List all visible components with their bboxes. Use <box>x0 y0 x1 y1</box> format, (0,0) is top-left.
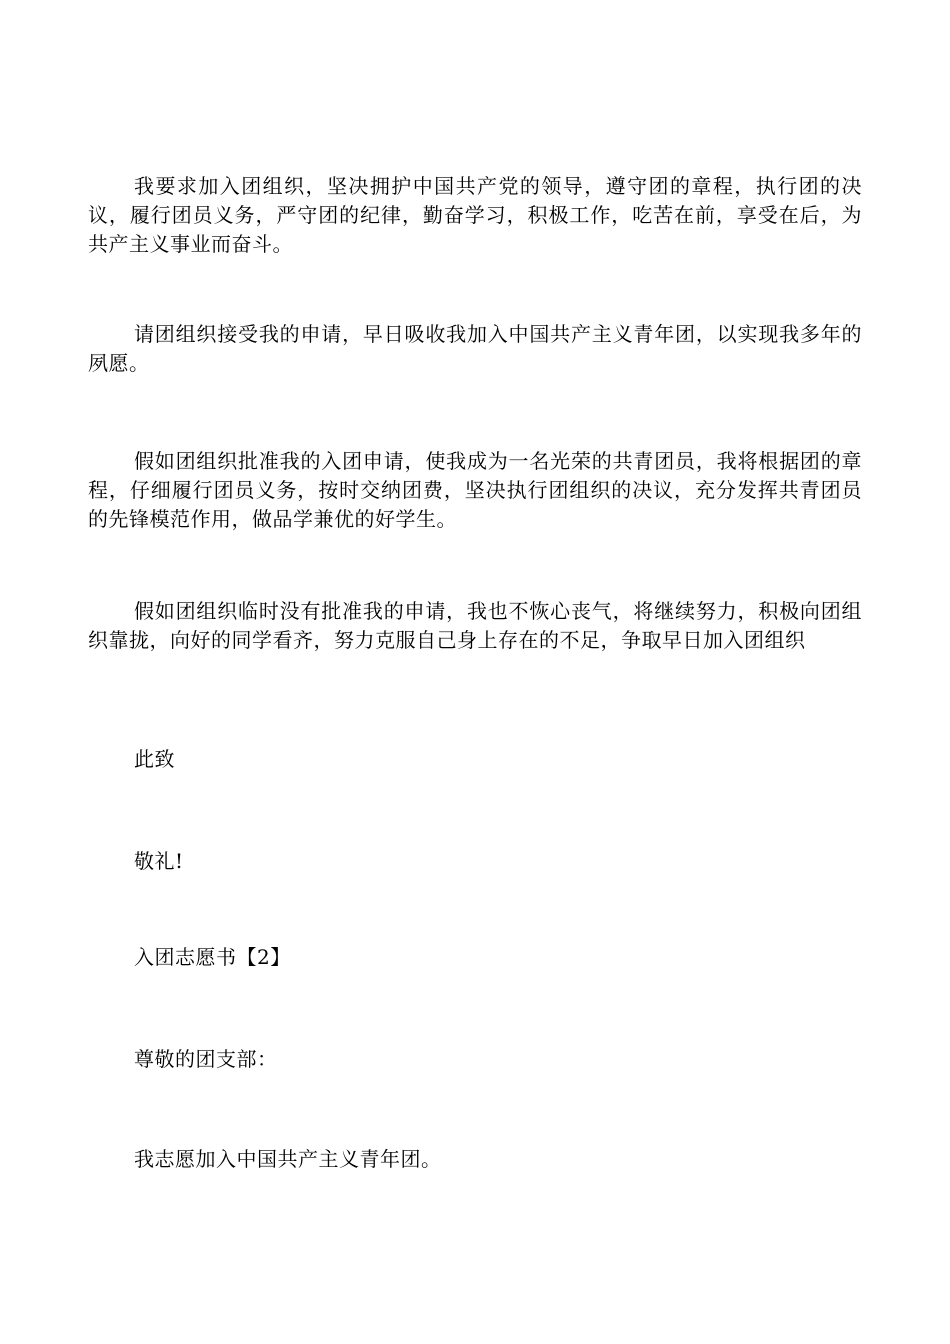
paragraph-3: 假如团组织批准我的入团申请，使我成为一名光荣的共青团员，我将根据团的章程，仔细履行团员义务，按时交纳团费，坚决执行团组织的决议，充分发挥共青团员的先锋模范作用，做品学兼优的好学生。 <box>88 449 862 531</box>
greeting-text: 尊敬的团支部： <box>134 1047 278 1071</box>
salute-text: 敬礼! <box>134 849 184 873</box>
paragraph-4: 假如团组织临时没有批准我的申请，我也不恢心丧气，将继续努力，积极向团组织靠拢，向好的同学看齐，努力克服自己身上存在的不足，争取早日加入团组织 <box>88 599 862 652</box>
paragraph-2: 请团组织接受我的申请，早日吸收我加入中国共产主义青年团，以实现我多年的夙愿。 <box>88 322 862 375</box>
closing-text: 此致 <box>134 747 175 771</box>
section-title: 入团志愿书【2】 <box>134 945 291 969</box>
paragraph-1: 我要求加入团组织，坚决拥护中国共产党的领导，遵守团的章程，执行团的决议，履行团员义务，严守团的纪律，勤奋学习，积极工作，吃苦在前，享受在后，为共产主义事业而奋斗。 <box>88 174 862 256</box>
statement-text: 我志愿加入中国共产主义青年团。 <box>134 1147 442 1171</box>
